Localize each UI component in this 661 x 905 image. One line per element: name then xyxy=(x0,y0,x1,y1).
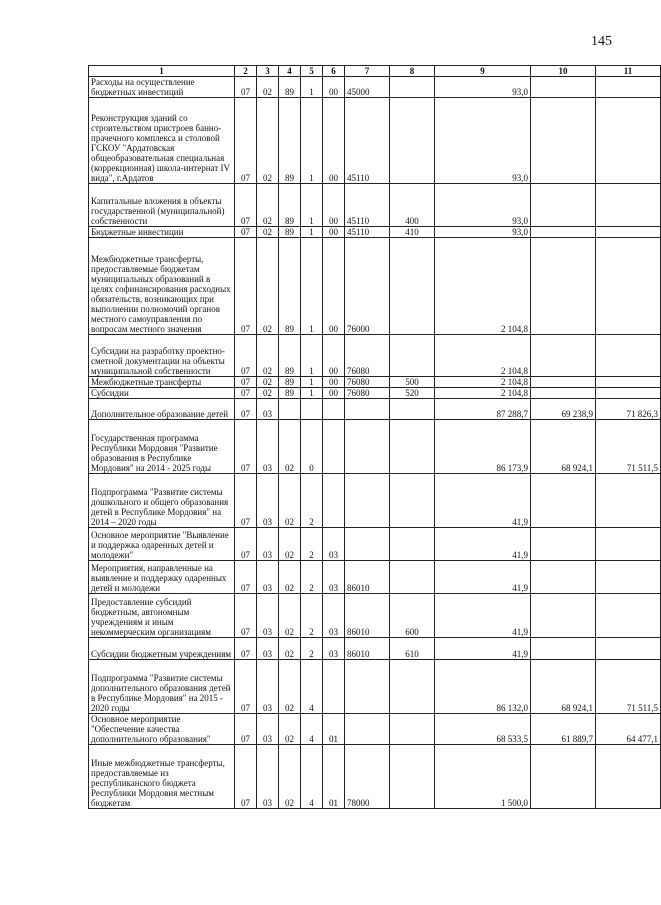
code-cell: 07 xyxy=(235,238,257,335)
page-number: 145 xyxy=(591,34,612,49)
amount-cell: 41,9 xyxy=(435,561,531,594)
code-cell xyxy=(390,745,435,809)
table-row xyxy=(89,660,661,714)
amount-cell: 41,9 xyxy=(435,528,531,561)
code-cell xyxy=(390,561,435,594)
code-cell: 03 xyxy=(323,594,345,638)
amount-cell xyxy=(596,745,661,809)
amount-cell: 71 511,5 xyxy=(596,660,661,714)
row-name-cell: Субсидии на разработку проектно-сметной документации на объекты муниципальной собственности xyxy=(89,335,235,377)
code-cell: 02 xyxy=(257,377,279,388)
row-name-cell: Дополнительное образование детей xyxy=(89,399,235,420)
code-cell xyxy=(345,420,390,474)
code-cell xyxy=(390,528,435,561)
column-header: 8 xyxy=(390,66,435,77)
code-cell xyxy=(390,660,435,714)
amount-cell xyxy=(596,335,661,377)
code-cell: 07 xyxy=(235,474,257,528)
code-cell: 03 xyxy=(257,594,279,638)
code-cell: 02 xyxy=(257,184,279,227)
code-cell: 00 xyxy=(323,335,345,377)
code-cell xyxy=(345,660,390,714)
column-header: 1 xyxy=(89,66,235,77)
amount-cell xyxy=(596,77,661,98)
code-cell: 00 xyxy=(323,98,345,184)
row-name-cell: Межбюджетные трансферты, предоставляемые бюджетам муниципальных образований в целях софинансирования расходных обязательств, возникающих при выполнении полномочий органов местного самоуправления по вопросам местного значения xyxy=(89,238,235,335)
code-cell: 89 xyxy=(279,377,301,388)
amount-cell: 41,9 xyxy=(435,638,531,660)
amount-cell xyxy=(531,561,596,594)
amount-cell: 87 288,7 xyxy=(435,399,531,420)
code-cell xyxy=(345,528,390,561)
column-header: 4 xyxy=(279,66,301,77)
code-cell: 1 xyxy=(301,377,323,388)
row-name-cell: Подпрограмма "Развитие системы дошкольного и общего образования детей в Республике Мордовия" на 2014 – 2020 годы xyxy=(89,474,235,528)
code-cell xyxy=(323,420,345,474)
table-row xyxy=(89,98,661,184)
code-cell: 07 xyxy=(235,184,257,227)
amount-cell xyxy=(531,745,596,809)
code-cell xyxy=(323,399,345,420)
code-cell: 45110 xyxy=(345,227,390,238)
amount-cell xyxy=(596,561,661,594)
code-cell: 03 xyxy=(257,714,279,745)
code-cell: 03 xyxy=(257,474,279,528)
amount-cell: 69 238,9 xyxy=(531,399,596,420)
row-name-cell: Основное мероприятие "Обеспечение качества дополнительного образования" xyxy=(89,714,235,745)
amount-cell xyxy=(531,77,596,98)
code-cell: 02 xyxy=(279,561,301,594)
code-cell: 86010 xyxy=(345,561,390,594)
code-cell xyxy=(390,714,435,745)
code-cell: 02 xyxy=(279,638,301,660)
amount-cell: 2 104,8 xyxy=(435,335,531,377)
code-cell: 00 xyxy=(323,184,345,227)
amount-cell: 93,0 xyxy=(435,77,531,98)
code-cell: 89 xyxy=(279,98,301,184)
amount-cell: 68 924,1 xyxy=(531,660,596,714)
code-cell: 1 xyxy=(301,98,323,184)
code-cell: 03 xyxy=(323,561,345,594)
row-name-cell: Предоставление субсидий бюджетным, автономным учреждениям и иным некоммерческим организациям xyxy=(89,594,235,638)
amount-cell: 93,0 xyxy=(435,98,531,184)
column-header: 10 xyxy=(531,66,596,77)
amount-cell: 2 104,8 xyxy=(435,377,531,388)
amount-cell xyxy=(596,227,661,238)
code-cell: 07 xyxy=(235,714,257,745)
row-name-cell: Мероприятия, направленные на выявление и поддержку одаренных детей и молодежи xyxy=(89,561,235,594)
code-cell: 00 xyxy=(323,388,345,399)
code-cell: 45110 xyxy=(345,98,390,184)
amount-cell: 86 132,0 xyxy=(435,660,531,714)
code-cell: 00 xyxy=(323,77,345,98)
code-cell: 4 xyxy=(301,745,323,809)
code-cell: 02 xyxy=(279,474,301,528)
code-cell: 07 xyxy=(235,388,257,399)
amount-cell xyxy=(531,184,596,227)
amount-cell: 2 104,8 xyxy=(435,238,531,335)
column-header: 3 xyxy=(257,66,279,77)
code-cell: 03 xyxy=(257,660,279,714)
table-row xyxy=(89,745,661,809)
code-cell: 89 xyxy=(279,184,301,227)
row-name-cell: Межбюджетные трансферты xyxy=(89,377,235,388)
code-cell: 86010 xyxy=(345,638,390,660)
code-cell xyxy=(390,420,435,474)
code-cell: 76080 xyxy=(345,377,390,388)
code-cell: 00 xyxy=(323,238,345,335)
column-header: 9 xyxy=(435,66,531,77)
row-name-cell: Основное мероприятие "Выявление и поддержка одаренных детей и молодежи" xyxy=(89,528,235,561)
amount-cell xyxy=(531,98,596,184)
amount-cell: 93,0 xyxy=(435,184,531,227)
amount-cell: 71 826,3 xyxy=(596,399,661,420)
amount-cell xyxy=(596,638,661,660)
code-cell: 86010 xyxy=(345,594,390,638)
code-cell: 76080 xyxy=(345,388,390,399)
header-row xyxy=(89,66,661,77)
code-cell: 1 xyxy=(301,227,323,238)
code-cell xyxy=(390,399,435,420)
code-cell: 07 xyxy=(235,561,257,594)
code-cell: 07 xyxy=(235,528,257,561)
code-cell: 1 xyxy=(301,388,323,399)
table-row xyxy=(89,399,661,420)
table-row xyxy=(89,561,661,594)
code-cell: 0 xyxy=(301,420,323,474)
code-cell: 07 xyxy=(235,335,257,377)
code-cell: 2 xyxy=(301,638,323,660)
code-cell xyxy=(345,714,390,745)
code-cell: 89 xyxy=(279,227,301,238)
table-row xyxy=(89,184,661,227)
code-cell: 89 xyxy=(279,335,301,377)
code-cell: 07 xyxy=(235,745,257,809)
amount-cell xyxy=(596,238,661,335)
code-cell: 1 xyxy=(301,77,323,98)
code-cell: 4 xyxy=(301,714,323,745)
code-cell: 00 xyxy=(323,227,345,238)
code-cell: 03 xyxy=(257,399,279,420)
code-cell: 600 xyxy=(390,594,435,638)
amount-cell: 68 533,5 xyxy=(435,714,531,745)
column-header: 6 xyxy=(323,66,345,77)
code-cell: 01 xyxy=(323,714,345,745)
code-cell: 03 xyxy=(257,420,279,474)
code-cell: 03 xyxy=(323,528,345,561)
code-cell: 02 xyxy=(257,98,279,184)
code-cell: 03 xyxy=(257,561,279,594)
amount-cell xyxy=(531,238,596,335)
amount-cell xyxy=(531,388,596,399)
code-cell: 02 xyxy=(279,660,301,714)
table-row xyxy=(89,594,661,638)
code-cell xyxy=(390,77,435,98)
code-cell: 07 xyxy=(235,227,257,238)
code-cell: 2 xyxy=(301,474,323,528)
table-row xyxy=(89,714,661,745)
code-cell: 02 xyxy=(257,77,279,98)
code-cell: 89 xyxy=(279,77,301,98)
row-name-cell: Расходы на осуществление бюджетных инвестиций xyxy=(89,77,235,98)
code-cell xyxy=(390,335,435,377)
code-cell xyxy=(323,660,345,714)
code-cell: 410 xyxy=(390,227,435,238)
amount-cell: 68 924,1 xyxy=(531,420,596,474)
code-cell: 45000 xyxy=(345,77,390,98)
code-cell xyxy=(390,238,435,335)
code-cell: 02 xyxy=(257,238,279,335)
amount-cell xyxy=(596,594,661,638)
amount-cell xyxy=(531,528,596,561)
table-row xyxy=(89,335,661,377)
amount-cell: 1 500,0 xyxy=(435,745,531,809)
code-cell xyxy=(390,474,435,528)
row-name-cell: Государственная программа Республики Мордовия "Развитие образования в Республике Мордовия" на 2014 - 2025 годы xyxy=(89,420,235,474)
code-cell: 07 xyxy=(235,594,257,638)
table-row xyxy=(89,528,661,561)
amount-cell: 2 104,8 xyxy=(435,388,531,399)
code-cell: 02 xyxy=(279,528,301,561)
amount-cell xyxy=(531,594,596,638)
table-row xyxy=(89,227,661,238)
row-name-cell: Бюджетные инвестиции xyxy=(89,227,235,238)
amount-cell: 64 477,1 xyxy=(596,714,661,745)
amount-cell xyxy=(596,528,661,561)
row-name-cell: Субсидии бюджетным учреждениям xyxy=(89,638,235,660)
table-row xyxy=(89,77,661,98)
row-name-cell: Капитальные вложения в объекты государственной (муниципальной) собственности xyxy=(89,184,235,227)
code-cell: 89 xyxy=(279,238,301,335)
code-cell: 02 xyxy=(257,388,279,399)
code-cell: 45110 xyxy=(345,184,390,227)
code-cell: 1 xyxy=(301,238,323,335)
table-row xyxy=(89,474,661,528)
code-cell: 76000 xyxy=(345,238,390,335)
code-cell: 02 xyxy=(257,227,279,238)
code-cell: 03 xyxy=(257,528,279,561)
code-cell: 03 xyxy=(323,638,345,660)
code-cell: 00 xyxy=(323,377,345,388)
code-cell: 1 xyxy=(301,184,323,227)
code-cell xyxy=(390,98,435,184)
code-cell: 2 xyxy=(301,561,323,594)
amount-cell xyxy=(531,335,596,377)
amount-cell xyxy=(596,98,661,184)
table-row xyxy=(89,388,661,399)
code-cell: 02 xyxy=(279,745,301,809)
budget-table xyxy=(88,65,661,809)
code-cell: 07 xyxy=(235,98,257,184)
code-cell: 610 xyxy=(390,638,435,660)
code-cell xyxy=(323,474,345,528)
table-row xyxy=(89,377,661,388)
code-cell: 01 xyxy=(323,745,345,809)
amount-cell: 93,0 xyxy=(435,227,531,238)
code-cell: 03 xyxy=(257,745,279,809)
code-cell: 400 xyxy=(390,184,435,227)
code-cell xyxy=(279,399,301,420)
code-cell: 07 xyxy=(235,377,257,388)
code-cell: 02 xyxy=(257,335,279,377)
code-cell xyxy=(301,399,323,420)
amount-cell xyxy=(531,638,596,660)
code-cell: 07 xyxy=(235,420,257,474)
column-header: 7 xyxy=(345,66,390,77)
row-name-cell: Иные межбюджетные трансферты, предоставляемые из республиканского бюджета Республики Мордовия местным бюджетам xyxy=(89,745,235,809)
amount-cell: 71 511,5 xyxy=(596,420,661,474)
row-name-cell: Подпрограмма "Развитие системы дополнительного образования детей в Республике Мордовия" на 2015 - 2020 годы xyxy=(89,660,235,714)
code-cell: 02 xyxy=(279,594,301,638)
row-name-cell: Субсидии xyxy=(89,388,235,399)
amount-cell xyxy=(596,184,661,227)
amount-cell xyxy=(531,377,596,388)
code-cell: 89 xyxy=(279,388,301,399)
code-cell: 07 xyxy=(235,660,257,714)
column-header: 11 xyxy=(596,66,661,77)
amount-cell xyxy=(596,388,661,399)
code-cell: 76080 xyxy=(345,335,390,377)
amount-cell xyxy=(596,474,661,528)
table-row xyxy=(89,638,661,660)
amount-cell: 86 173,9 xyxy=(435,420,531,474)
code-cell: 02 xyxy=(279,714,301,745)
code-cell: 2 xyxy=(301,594,323,638)
table-body xyxy=(89,77,661,809)
amount-cell xyxy=(531,474,596,528)
amount-cell xyxy=(596,377,661,388)
table-row xyxy=(89,238,661,335)
code-cell: 2 xyxy=(301,528,323,561)
code-cell: 07 xyxy=(235,399,257,420)
code-cell: 500 xyxy=(390,377,435,388)
amount-cell xyxy=(531,227,596,238)
amount-cell: 61 889,7 xyxy=(531,714,596,745)
code-cell: 07 xyxy=(235,77,257,98)
column-header: 5 xyxy=(301,66,323,77)
code-cell: 07 xyxy=(235,638,257,660)
amount-cell: 41,9 xyxy=(435,594,531,638)
code-cell: 02 xyxy=(279,420,301,474)
amount-cell: 41,9 xyxy=(435,474,531,528)
column-header: 2 xyxy=(235,66,257,77)
code-cell: 03 xyxy=(257,638,279,660)
code-cell: 4 xyxy=(301,660,323,714)
code-cell xyxy=(345,474,390,528)
row-name-cell: Реконструкция зданий со строительством пристроев банно-прачечного комплекса и столовой ГСКОУ "Ардатовская общеобразовательная специальная (коррекционная) школа-интернат IV вида", г.Ардатов xyxy=(89,98,235,184)
code-cell: 1 xyxy=(301,335,323,377)
code-cell xyxy=(345,399,390,420)
table-row xyxy=(89,420,661,474)
code-cell: 78000 xyxy=(345,745,390,809)
code-cell: 520 xyxy=(390,388,435,399)
